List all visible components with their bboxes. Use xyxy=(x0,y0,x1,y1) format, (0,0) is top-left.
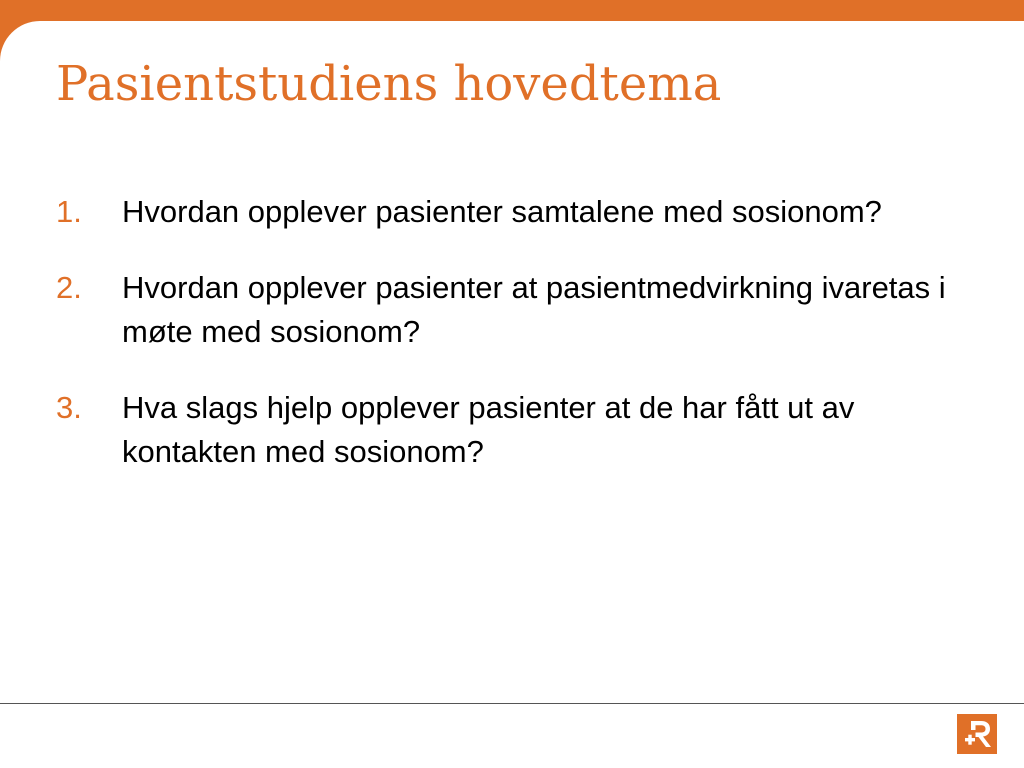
slide-title: Pasientstudiens hovedtema xyxy=(56,56,722,112)
list-item-number: 2. xyxy=(56,270,82,305)
footer-divider xyxy=(0,703,1024,704)
numbered-list xyxy=(56,190,986,506)
list-item-number: 1. xyxy=(56,194,82,229)
list-item xyxy=(56,190,986,234)
list-item-text: Hvordan opplever pasienter at pasientmedvirkning ivaretas i møte med sosionom? xyxy=(122,270,946,349)
list-item xyxy=(56,266,986,354)
list-item xyxy=(56,386,986,474)
list-item-text: Hvordan opplever pasienter samtalene med sosionom? xyxy=(122,194,882,229)
list-item-number: 3. xyxy=(56,390,82,425)
top-accent-band xyxy=(0,0,1024,21)
top-corner-curve xyxy=(0,21,40,61)
list-item-text: Hva slags hjelp opplever pasienter at de har fått ut av kontakten med sosionom? xyxy=(122,390,855,469)
r-plus-logo-icon xyxy=(957,714,997,754)
